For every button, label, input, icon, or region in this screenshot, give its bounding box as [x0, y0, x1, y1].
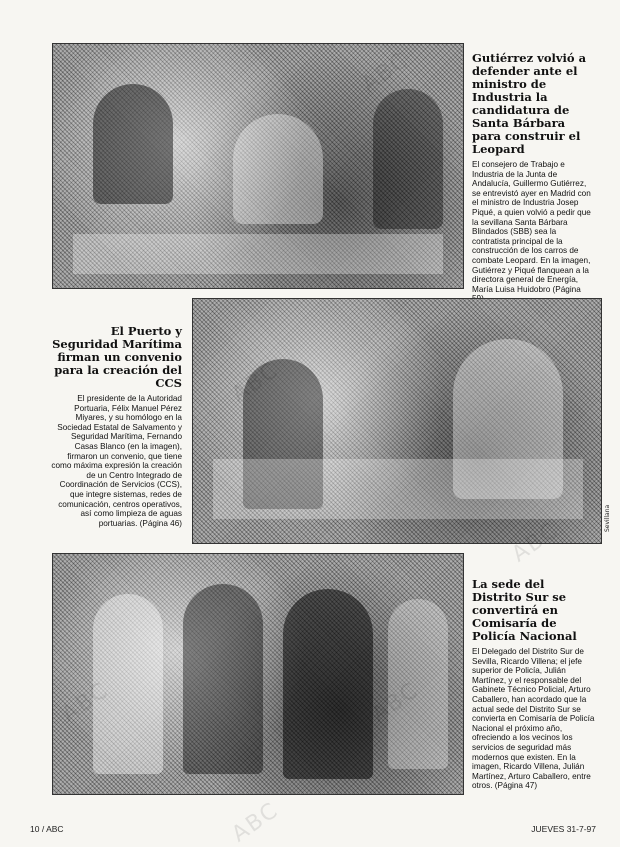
photo-puerto-convenio	[192, 298, 602, 544]
body-puerto: El presidente de la Autoridad Portuaria, Félix Manuel Pérez Miyares, y su homólogo en la Sociedad Estatal de Salvamento y Seguridad Marítima, Fernando Casas Blanco (en la imagen), firmaron un convenio, que tiene como máxima expresión la creación de un Centro Integrado de Coordinación de Servicios (CCS), que integre sistemas, redes de comunicación, centros operativos, así como limpieza de aguas portuarias. (Página 46)	[51, 394, 182, 528]
headline-puerto: El Puerto y Seguridad Marítima firman un convenio para la creación del CCS	[52, 324, 182, 390]
photo-distrito-sur	[52, 553, 464, 795]
article-distrito-sur	[472, 578, 596, 791]
photo-gutierrez-pique	[52, 43, 464, 289]
body-distrito-sur: El Delegado del Distrito Sur de Sevilla, Ricardo Villena; el jefe superior de Policía, Julián Martínez, y el responsable del Gabinete Técnico Policial, Arturo Caballero, han acordado que la actual sede del Distrito Sur se convierta en Comisaría de Policía Nacional el próximo año, ofreciendo a los vecinos los servicios de seguridad más modernos que existen. En la imagen, Ricardo Villena, Julián Martínez, Arturo Caballero, entre otros. (Página 47)	[472, 647, 595, 791]
photo-credit: Sevillana	[604, 504, 611, 532]
headline-distrito-sur: La sede del Distrito Sur se convertirá en Comisaría de Policía Nacional	[472, 577, 577, 643]
page-date: JUEVES 31-7-97	[531, 824, 596, 834]
body-gutierrez: El consejero de Trabajo e Industria de la Junta de Andalucía, Guillermo Gutiérrez, se entrevistó ayer en Madrid con el ministro de Industria Josep Piqué, a quien volvió a pedir que la sevillana Santa Bárbara Blindados (SBB) sea la contratista principal de la construcción de los carros de combate Leopard. En la imagen, Gutiérrez y Piqué flanquean a la directora general de Energía, María Luisa Huidobro (Página	[472, 160, 591, 294]
article-gutierrez	[472, 52, 594, 304]
headline-gutierrez: Gutiérrez volvió a defender ante el ministro de Industria la candidatura de Santa Bárbara para construir el Leopard	[472, 51, 587, 156]
abc-watermark: ABC	[227, 797, 284, 847]
article-puerto	[50, 325, 182, 528]
page-number: 10 / ABC	[30, 824, 64, 834]
